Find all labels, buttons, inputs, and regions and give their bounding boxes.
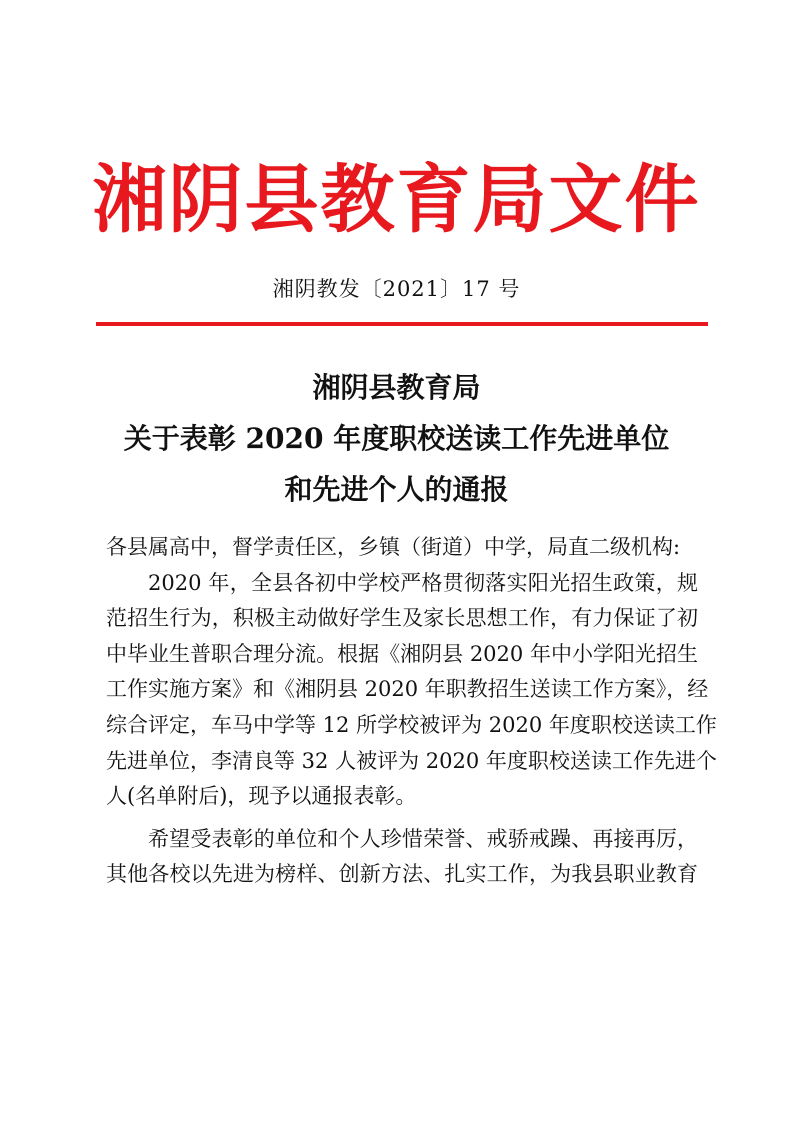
paragraph-line: 其他各校以先进为榜样、创新方法、扎实工作，为我县职业教育 — [106, 862, 698, 887]
paragraph-line: 2020 年，全县各初中学校严格贯彻落实阳光招生政策，规 — [148, 570, 698, 595]
paragraph-line: 范招生行为，积极主动做好学生及家长思想工作，有力保证了初 — [106, 606, 698, 631]
title-line-issuer: 湘阴县教育局 — [312, 371, 481, 404]
title-line-subject: 关于表彰 2020 年度职校送读工作先进单位 — [123, 422, 670, 455]
paragraph-gap — [106, 815, 698, 822]
paragraph-line: 人(名单附后)，现予以通报表彰。 — [106, 784, 417, 809]
paragraph-summary — [106, 566, 717, 815]
red-separator-rule — [96, 322, 708, 326]
document-number: 湘阴教发〔2021〕17 号 — [272, 277, 521, 301]
paragraph-line: 综合评定，车马中学等 12 所学校被评为 2020 年度职校送读工作 — [106, 712, 717, 737]
paragraph-line: 希望受表彰的单位和个人珍惜荣誉、戒骄戒躁、再接再厉， — [148, 826, 698, 851]
paragraph-expectation — [106, 822, 698, 893]
title-line-subject-cont: 和先进个人的通报 — [284, 473, 509, 506]
paragraph-line: 中毕业生普职合理分流。根据《湘阴县 2020 年中小学阳光招生 — [106, 641, 698, 666]
paragraph-line: 先进单位，李清良等 32 人被评为 2020 年度职校送读工作先进个 — [106, 748, 717, 773]
notice-body — [106, 530, 717, 893]
notice-title — [0, 362, 793, 515]
salutation: 各县属高中，督学责任区，乡镇（街道）中学，局直二级机构: — [106, 535, 681, 559]
masthead-title: 湘阴县教育局文件 — [92, 157, 701, 243]
paragraph-line: 工作实施方案》和《湘阴县 2020 年职教招生送读工作方案》，经 — [106, 677, 709, 702]
